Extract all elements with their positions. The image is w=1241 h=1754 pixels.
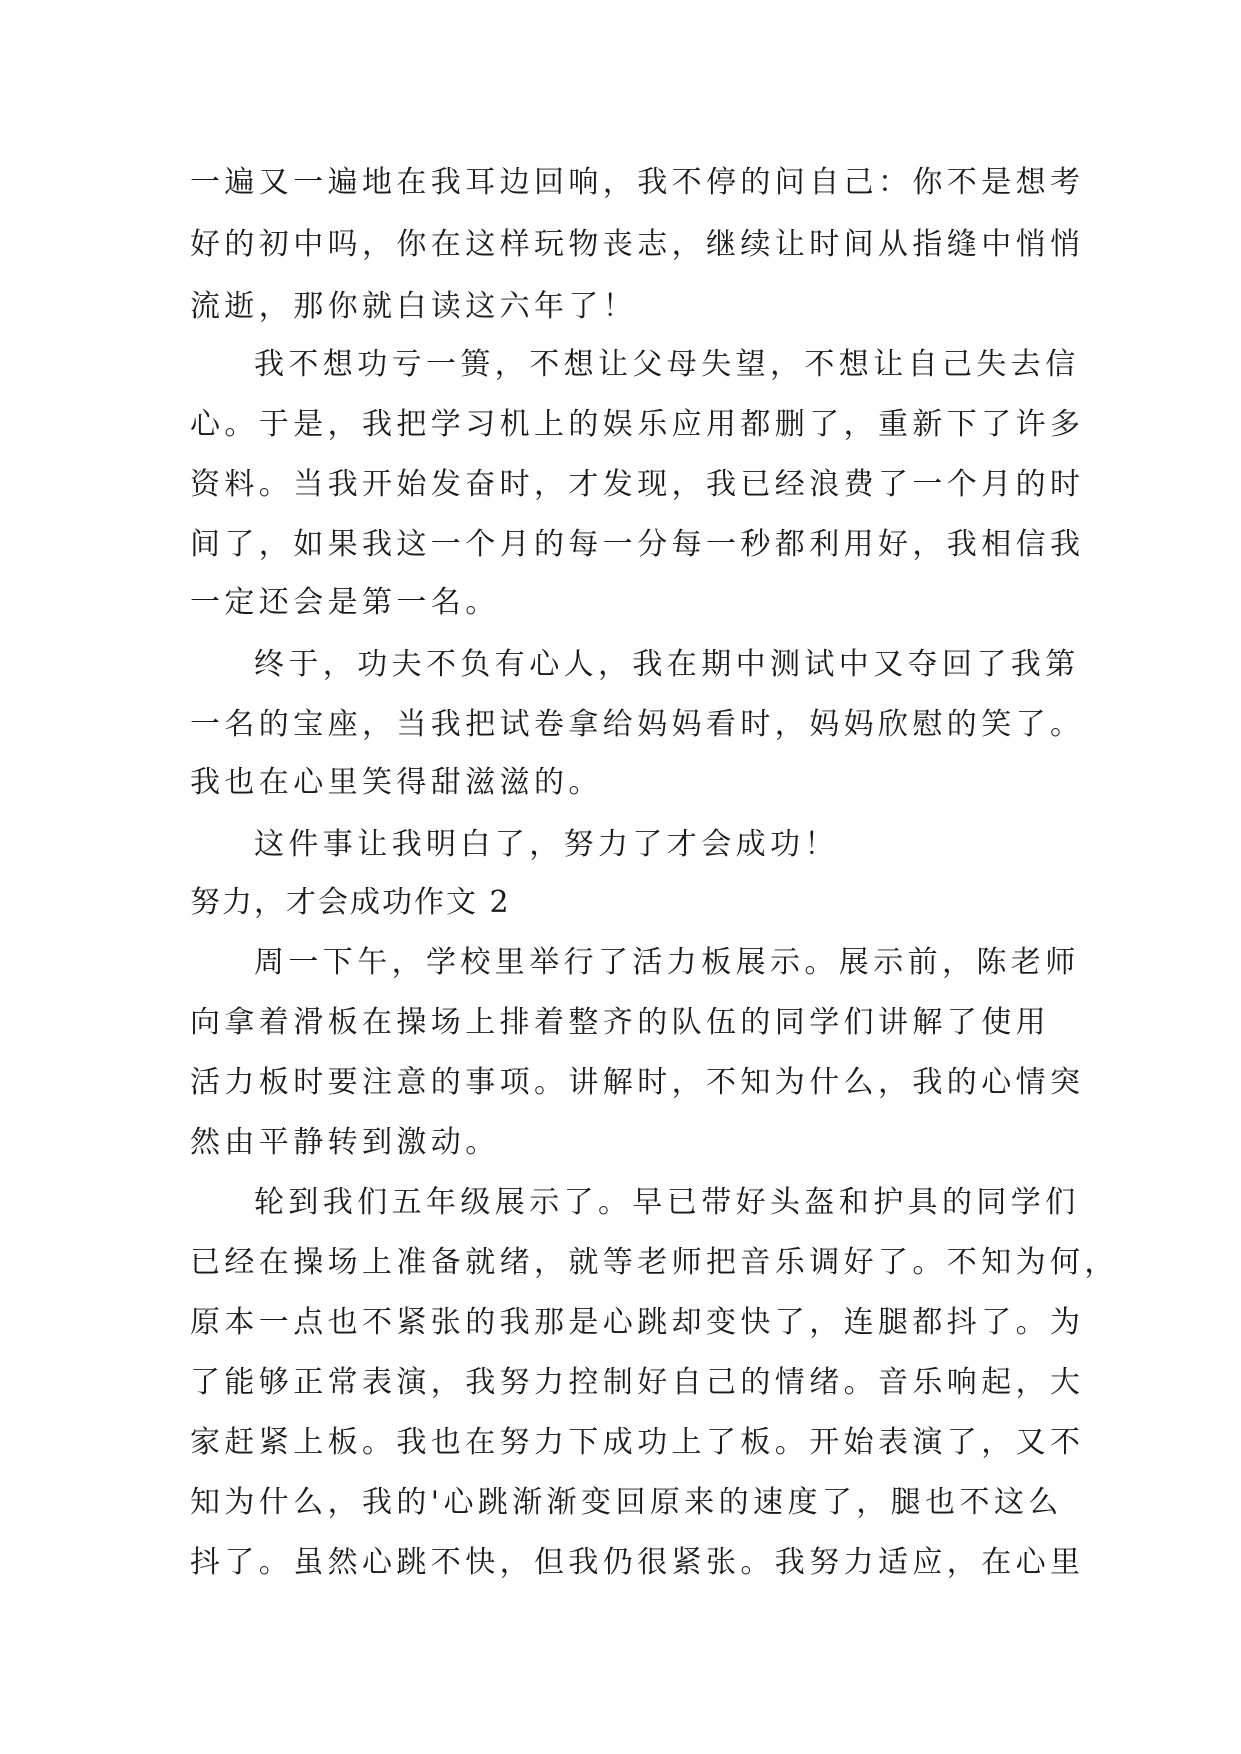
text-line: 已经在操场上准备就绪，就等老师把音乐调好了。不知为何， (190, 1245, 1119, 1280)
paragraph-first-line: 轮到我们五年级展示了。早已带好头盔和护具的同学们 (254, 1185, 1080, 1220)
section-heading: 努力，才会成功作文 2 (190, 885, 511, 920)
paragraph-first-line: 终于，功夫不负有心人，我在期中测试中又夺回了我第 (254, 647, 1080, 682)
text-line: 活力板时要注意的事项。讲解时，不知为什么，我的心情突 (190, 1065, 1085, 1100)
text-line: 一遍又一遍地在我耳边回响，我不停的问自己：你不是想考 (190, 165, 1085, 200)
text-line: 流逝，那你就白读这六年了！ (190, 289, 638, 324)
text-line: 抖了。虽然心跳不快，但我仍很紧张。我努力适应，在心里 (190, 1545, 1085, 1580)
paragraph-first-line: 我不想功亏一篑，不想让父母失望，不想让自己失去信 (254, 347, 1080, 382)
text-line: 心。于是，我把学习机上的娱乐应用都删了，重新下了许多 (190, 407, 1085, 442)
paragraph-first-line: 周一下午，学校里举行了活力板展示。展示前，陈老师 (254, 945, 1080, 980)
text-line: 向拿着滑板在操场上排着整齐的队伍的同学们讲解了使用 (190, 1005, 1050, 1040)
text-line: 然由平静转到激动。 (190, 1125, 500, 1160)
text-line: 原本一点也不紧张的我那是心跳却变快了，连腿都抖了。为 (190, 1305, 1085, 1340)
text-line: 间了，如果我这一个月的每一分每一秒都利用好，我相信我 (190, 527, 1085, 562)
paragraph-first-line: 这件事让我明白了，努力了才会成功！ (254, 827, 839, 862)
text-line: 一定还会是第一名。 (190, 585, 500, 620)
text-line: 资料。当我开始发奋时，才发现，我已经浪费了一个月的时 (190, 467, 1085, 502)
text-line: 一名的宝座，当我把试卷拿给妈妈看时，妈妈欣慰的笑了。 (190, 707, 1085, 742)
text-line: 我也在心里笑得甜滋滋的。 (190, 765, 603, 800)
text-line: 了能够正常表演，我努力控制好自己的情绪。音乐响起，大 (190, 1365, 1085, 1400)
text-line: 好的初中吗，你在这样玩物丧志，继续让时间从指缝中悄悄 (190, 227, 1085, 262)
text-line: 知为什么，我的'心跳渐渐变回原来的速度了，腿也不这么 (190, 1485, 1063, 1520)
text-line: 家赶紧上板。我也在努力下成功上了板。开始表演了，又不 (190, 1425, 1085, 1460)
